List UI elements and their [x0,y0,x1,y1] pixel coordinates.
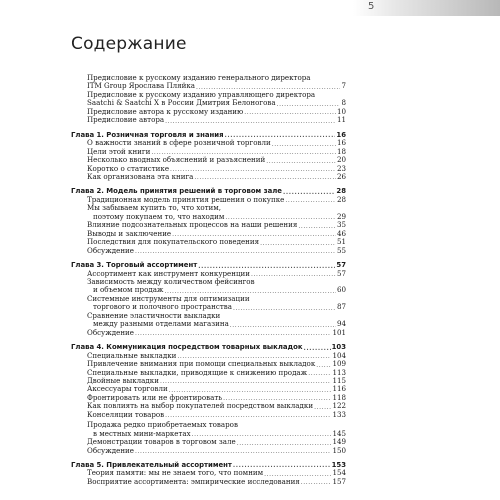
toc-page-number: 153 [331,461,346,470]
toc-entry [71,91,346,108]
dot-leader [165,117,336,125]
toc-entry-text: Демонстрации товаров в торговом зале [87,437,236,447]
toc-entry [71,247,346,255]
toc-page-number: 103 [331,343,346,352]
dot-leader [251,270,336,278]
toc-entry-text: ITM Group Ярослава Пляйка [87,81,196,91]
toc-page-number: 55 [336,245,346,255]
toc-entry-text: Привлечение внимания при помощи специальных выкладок [87,359,316,369]
toc-entry-text: Обсуждение [87,445,134,455]
toc-entry-text-line: Предисловие к русскому изданию управляющего директора [87,89,316,99]
toc-page-number: 16 [336,138,346,148]
toc-page-number: 16 [336,130,346,139]
dot-leader [194,173,336,181]
toc-page-number: 122 [332,401,346,411]
toc-entry-text: Предисловие автора [87,115,165,125]
dot-leader [135,329,331,337]
toc-page-number: 29 [336,211,346,221]
toc-page-number: 11 [336,115,346,125]
toc-page-number: 46 [336,228,346,238]
dot-leader [170,165,336,173]
toc-entry [71,312,346,329]
table-of-contents [71,72,346,486]
toc-entry-text: Ассортимент как инструмент конкуренции [87,268,250,278]
toc-page-number: 154 [332,468,346,478]
toc-entry [71,411,346,419]
page-title: Содержание [71,34,187,54]
dot-leader [135,447,331,455]
dot-leader [314,403,331,411]
toc-entry-text: Теория памяти: мы не знаем того, что помним [87,468,264,478]
toc-entry-text: Глава 1. Розничная торговля и знания [71,130,224,139]
toc-entry-text: торгового и полочного пространства [93,302,232,312]
toc-entry [71,116,346,124]
toc-entry-text: Обсуждение [87,327,134,337]
toc-entry-text-line: Предисловие к русскому изданию генерального директора [87,73,311,82]
toc-entry-text: О важности знаний в сфере розничной торговли [87,138,271,148]
toc-entry-text: Предисловие автора к русскому изданию [87,106,244,116]
toc-page-number: 35 [336,220,346,230]
dot-leader [316,361,331,369]
toc-entry [71,478,346,486]
toc-entry [71,421,346,438]
toc-entry-text: Глава 3. Торговый ассортимент [71,261,198,270]
toc-entry-text: Saatchi & Saatchi X в России Дмитрия Белоногова [87,98,276,108]
toc-page-number: 8 [341,98,346,108]
dot-leader [298,222,336,230]
toc-entry-text: Традиционная модель принятия решения о покупке [87,194,285,204]
toc-entry-text: Специальные выкладки [87,350,177,360]
dot-leader [260,239,336,247]
toc-page-number: 28 [336,187,346,196]
toc-page-number: 101 [332,327,346,337]
dot-leader [165,411,331,419]
toc-entry [71,278,346,295]
dot-leader [266,157,336,165]
dot-leader [277,100,341,108]
toc-page-number: 7 [341,81,346,91]
toc-entry-text: в местных мини-маркетах [93,428,191,438]
toc-entry-text: Коротко о статистике [87,163,170,173]
toc-entry-text: Как повлиять на выбор покупателей посредством выкладки [87,401,314,411]
toc-page-number: 18 [336,146,346,156]
toc-page-number: 145 [332,428,346,438]
toc-page-number: 57 [336,268,346,278]
dot-leader [283,188,335,196]
toc-page-number: 116 [332,384,346,394]
toc-entry-text: Обсуждение [87,245,134,255]
dot-leader [272,140,336,148]
toc-entry [71,295,346,312]
toc-entry-text-line: Системные инструменты для оптимизации [87,293,250,303]
toc-page-number: 23 [336,163,346,173]
dot-leader [308,369,331,377]
dot-leader [135,247,336,255]
toc-entry-text: между разными отделами магазина [93,319,229,329]
toc-entry-text: Конселяции товаров [87,409,165,419]
page-number: 5 [368,1,375,12]
toc-entry-text: Несколько вводных объяснений и разъяснений [87,155,266,165]
toc-entry [71,329,346,337]
toc-entry-text: Цели этой книги [87,146,151,156]
toc-page-number: 60 [336,285,346,295]
toc-entry [71,447,346,455]
toc-entry-text: Как организована эта книга [87,171,194,181]
toc-page-number: 28 [336,194,346,204]
toc-entry-text-line: Сравнение эластичности выкладки [87,310,221,320]
toc-entry [71,204,346,221]
toc-entry-text-line: Зависимость между количеством фейсингов [87,276,255,286]
dot-leader [285,196,336,204]
toc-entry-text: Фронтировать или не фронтировать [87,392,223,402]
page-number-tab [353,0,500,16]
toc-entry-text-line: Продажа редко приобретаемых товаров [87,420,238,430]
toc-entry [71,173,346,181]
toc-page-number: 133 [332,409,346,419]
toc-page-number: 149 [332,437,346,447]
toc-page-number: 10 [336,106,346,116]
toc-entry-text: Глава 2. Модель принятия решений в торговом зале [71,187,282,196]
toc-page-number: 20 [336,155,346,165]
toc-page-number: 109 [332,359,346,369]
toc-entry-text: поэтому покупаем то, что находим [93,211,225,221]
dot-leader [233,304,336,312]
toc-entry-text: Специальные выкладки, приводящие к снижению продаж [87,367,308,377]
toc-page-number: 115 [332,375,346,385]
toc-page-number: 57 [336,261,346,270]
toc-entry-text-line: Мы забываем купить то, что хотим, [87,203,222,213]
toc-entry-text: Восприятие ассортимента: эмпирические исследования [87,476,300,486]
toc-entry-text: Влияние подсознательных процессов на наши решения [87,220,298,230]
dot-leader [301,478,332,486]
toc-entry-text: Выводы и заключение [87,228,172,238]
toc-page-number: 104 [332,350,346,360]
toc-page-number: 150 [332,445,346,455]
toc-page-number: 26 [336,171,346,181]
toc-page-number: 51 [336,237,346,247]
toc-page-number: 94 [336,319,346,329]
toc-entry-text: Глава 5. Привлекательный ассортимент [71,461,232,470]
dot-leader [237,439,332,447]
toc-entry-text: Последствия для покупательского поведения [87,237,260,247]
toc-page-number: 87 [336,302,346,312]
toc-page-number: 113 [332,367,346,377]
dot-leader [304,344,331,352]
toc-entry-text: Глава 4. Коммуникация посредством товарных выкладок [71,343,303,352]
dot-leader [160,377,332,385]
toc-entry-text: и объемом продаж [93,285,164,295]
toc-entry-text: Двойные выкладки [87,375,159,385]
dot-leader [230,321,336,329]
toc-entry [71,74,346,91]
dot-leader [244,108,336,116]
toc-page-number: 157 [332,476,346,486]
toc-entry-text: Аксессуары торговли [87,384,168,394]
toc-page-number: 118 [332,392,346,402]
